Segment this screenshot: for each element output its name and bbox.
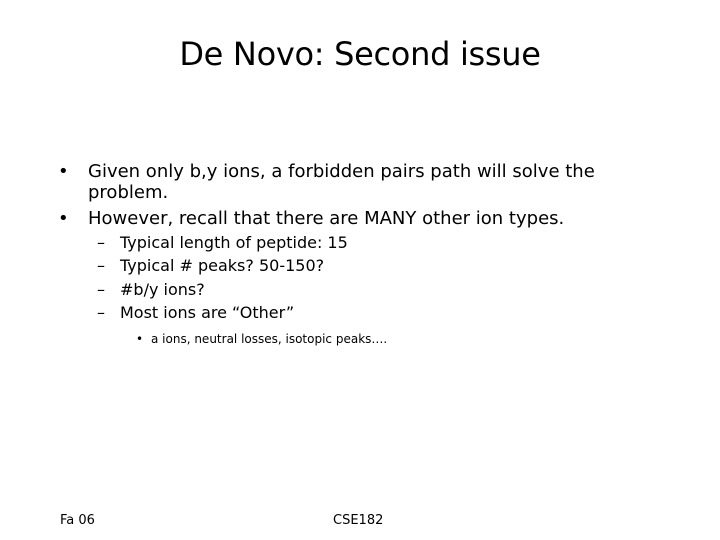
bullet-text: Given only b,y ions, a forbidden pairs path will solve the (88, 161, 595, 182)
slide-title: De Novo: Second issue (179, 35, 541, 73)
footer-left: Fa 06 (60, 513, 95, 528)
sub-sub-bullet-marker: • (136, 332, 144, 346)
sub-bullet-text: #b/y ions? (120, 280, 205, 299)
sub-bullet-marker: – (97, 280, 105, 299)
sub-bullet-marker: – (97, 233, 105, 252)
bullet-marker: • (58, 161, 69, 182)
footer-center: CSE182 (333, 513, 384, 528)
sub-bullet-text: Typical # peaks? 50-150? (120, 256, 325, 275)
sub-bullet-marker: – (97, 303, 105, 322)
bullet-text: However, recall that there are MANY other ion types. (88, 208, 565, 229)
sub-bullet-text: Most ions are “Other” (120, 303, 295, 322)
sub-bullet-text: Typical length of peptide: 15 (120, 233, 348, 252)
bullet-text-continued: problem. (88, 182, 169, 203)
bullet-marker: • (58, 208, 69, 229)
sub-bullet-marker: – (97, 256, 105, 275)
sub-sub-bullet-text: a ions, neutral losses, isotopic peaks…. (151, 332, 388, 346)
